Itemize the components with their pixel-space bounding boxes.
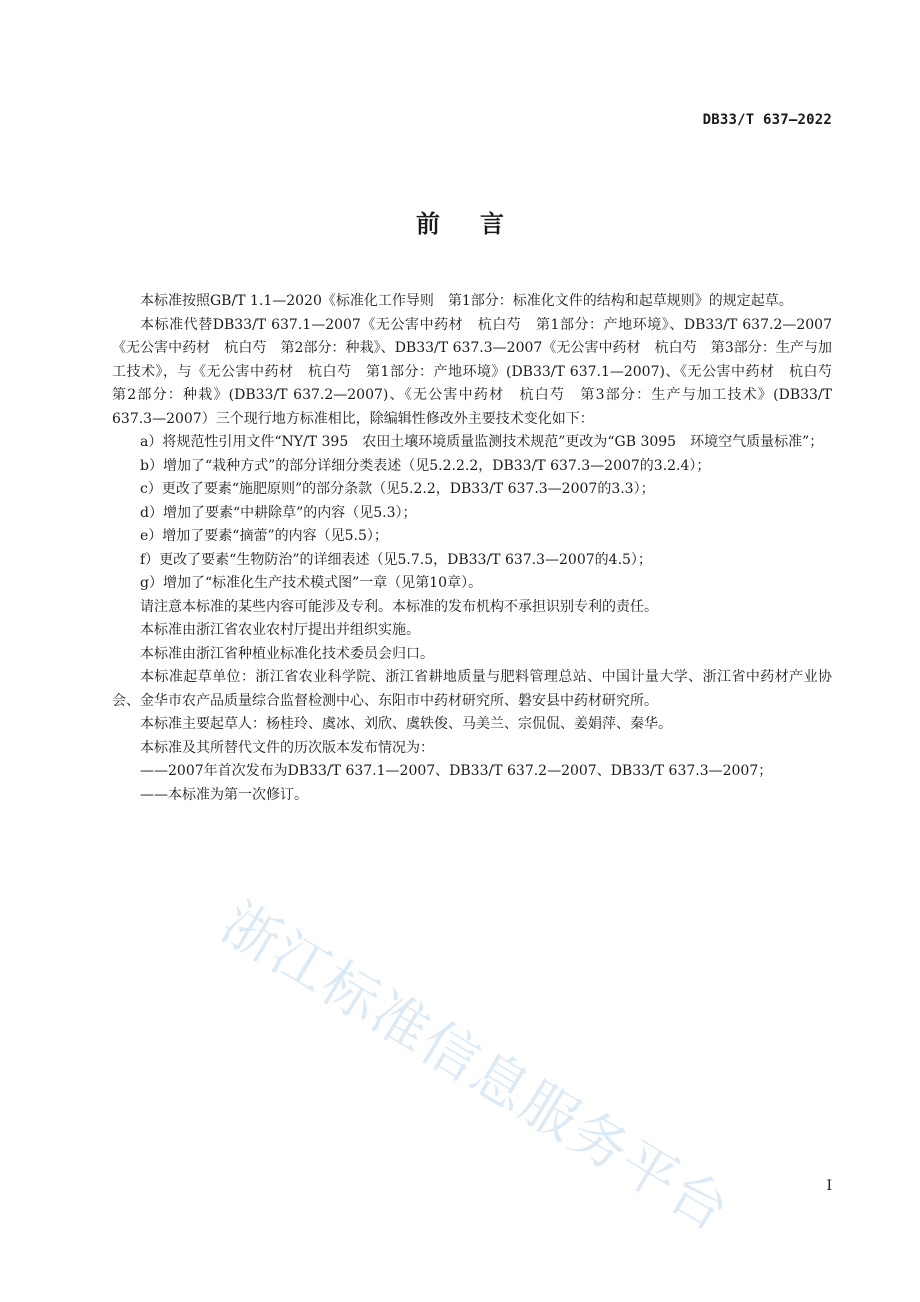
paragraph: 本标准及其所替代文件的历次版本发布情况为： — [140, 739, 434, 756]
standard-number: DB33/T 637—2022 — [702, 112, 832, 128]
paragraph: 本标准主要起草人：杨桂玲、虞冰、刘欣、虞轶俊、马美兰、宗侃侃、姜娟萍、秦华。 — [140, 716, 672, 732]
page-number: I — [826, 1178, 832, 1194]
list-item: ——2007年首次发布为DB33/T 637.1—2007、DB33/T 637.2—2007、DB33/T 637.3—2007； — [140, 763, 773, 779]
list-item: e）增加了要素“摘蕾”的内容（见5.5）； — [140, 528, 388, 544]
paragraph: 本标准由浙江省农业农村厅提出并组织实施。 — [140, 622, 420, 638]
paragraph: 本标准起草单位：浙江省农业科学院、浙江省耕地质量与肥料管理总站、中国计量大学、浙江省中药材产业协会、金华市农产品质量综合监督检测中心、东阳市中药材研究所、磐安县中药材研究所。 — [112, 669, 832, 709]
paragraph: 本标准代替DB33/T 637.1—2007《无公害中药材 杭白芍 第1部分：产地环境》、DB33/T 637.2—2007《无公害中药材 杭白芍 第2部分：种栽》、DB33/T 637.3—2007《无公害中药材 杭白芍 第3部分：生产与加工技术》，与《无公害中药材 杭白芍 第1部分：产地环境》(DB33/T 637.1—2007)、《无公害中药材 杭白芍 第2部分：种栽》(DB33/T 637.2—2007)、《无公害中药材 杭白芍 第3部分：生产与加工技术》(DB33/T 637.3—2007）三个现行地方标准相比，除编辑性修改外主要技术变化如下： — [112, 316, 846, 427]
list-item: ——本标准为第一次修订。 — [140, 786, 308, 803]
list-item: b）增加了“栽种方式”的部分详细分类表述（见5.2.2.2，DB33/T 637.3—2007的3.2.4）； — [140, 457, 711, 474]
list-item: g）增加了“标准化生产技术模式图”一章（见第10章）。 — [140, 575, 483, 591]
list-item: f）更改了要素“生物防治”的详细表述（见5.7.5，DB33/T 637.3—2007的4.5）； — [140, 551, 652, 568]
list-item: c）更改了要素“施肥原则”的部分条款（见5.2.2，DB33/T 637.3—2007的3.3）； — [140, 481, 655, 497]
list-item: d）增加了要素“中耕除草”的内容（见5.3）； — [140, 504, 417, 521]
list-item: a）将规范性引用文件“NY/T 395 农田土壤环境质量监测技术规范”更改为“GB 3095 环境空气质量标准”； — [140, 434, 824, 450]
paragraph: 本标准由浙江省种植业标准化技术委员会归口。 — [140, 645, 434, 662]
watermark: 浙江标准信息服务平台 — [210, 890, 741, 1245]
paragraph: 请注意本标准的某些内容可能涉及专利。本标准的发布机构不承担识别专利的责任。 — [140, 598, 658, 615]
paragraph: 本标准按照GB/T 1.1—2020《标准化工作导则 第1部分：标准化文件的结构和起草规则》的规定起草。 — [140, 293, 793, 309]
foreword-body — [112, 290, 846, 807]
page-title: 前言 — [416, 210, 544, 238]
